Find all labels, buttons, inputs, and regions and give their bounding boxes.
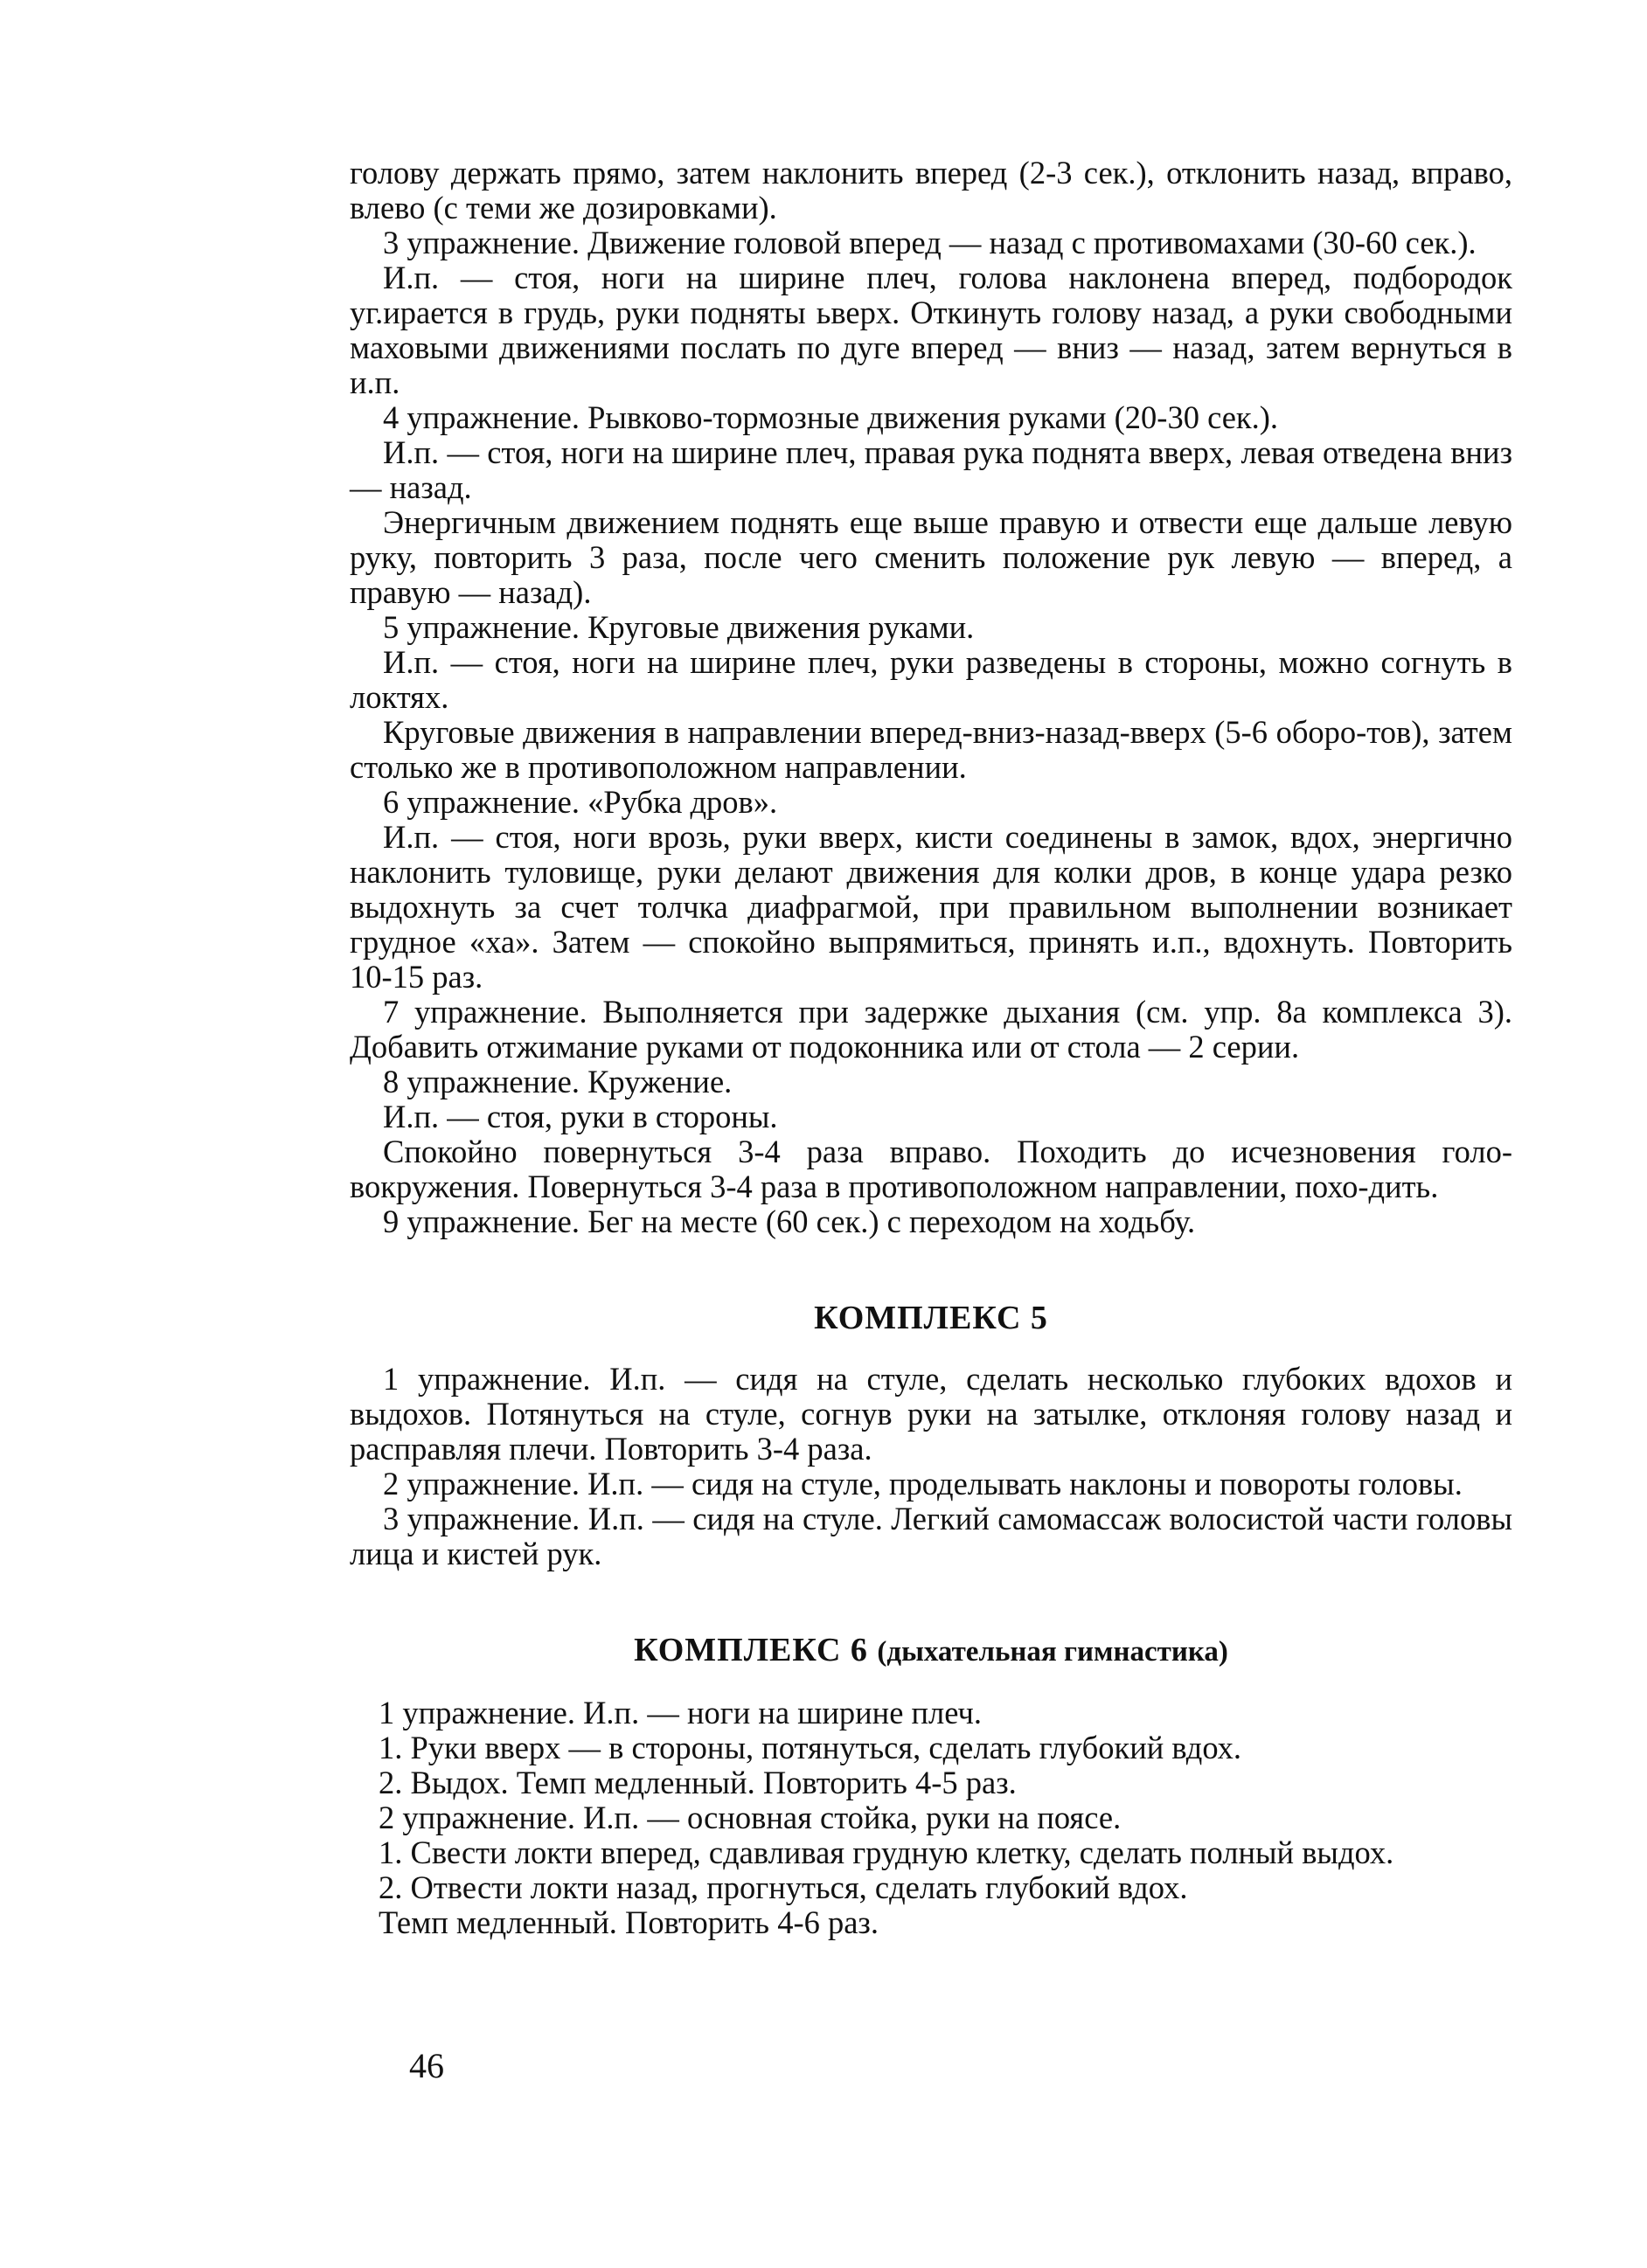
paragraph: И.п. — стоя, ноги на ширине плеч, голова наклонена вперед, подбородок уг.ирается в грудь, руки подняты ьверх. Откинуть голову назад, а руки свободными маховыми движениями послать по дуге вперед — вниз — назад, затем вернуться в и.п. (350, 260, 1512, 400)
complex-5-title: КОМПЛЕКС 5 (814, 1300, 1048, 1336)
paragraph: Круговые движения в направлении вперед-вниз-назад-вверх (5-6 оборо-тов), затем столько же в противоположном направлении. (350, 714, 1512, 785)
complex-5-section (350, 1362, 1512, 1571)
paragraph: И.п. — стоя, ноги на ширине плеч, руки разведены в стороны, можно согнуть в локтях. (350, 644, 1512, 715)
paragraph: 3 упражнение. Движение головой вперед — назад с противомахами (30-60 сек.). (383, 225, 1477, 260)
paragraph: И.п. — стоя, ноги врозь, руки вверх, кисти соединены в замок, вдох, энергично наклонить туловище, руки делают движения для колки дров, в конце удара резко выдохнуть за счет толчка диафрагмой, при правильном выполнении возникает грудное «ха». Затем — спокойно выпрямиться, принять и.п., вдохнуть. Повторить 10-15 раз. (350, 819, 1512, 995)
paragraph: 8 упражнение. Кружение. (383, 1064, 733, 1099)
list-line: 2. Выдох. Темп медленный. Повторить 4-5 раз. (379, 1765, 1017, 1800)
complex-5-heading (350, 1299, 1512, 1337)
list-line: Темп медленный. Повторить 4-6 раз. (379, 1904, 879, 1940)
complex-6-title: КОМПЛЕКС 6 (634, 1632, 868, 1668)
paragraph: 2 упражнение. И.п. — сидя на стуле, проделывать наклоны и повороты головы. (383, 1466, 1463, 1502)
list-line: 2 упражнение. И.п. — основная стойка, руки на поясе. (379, 1800, 1122, 1835)
page-number: 46 (409, 2046, 444, 2085)
paragraph: голову держать прямо, затем наклонить вперед (2-3 сек.), отклонить назад, вправо, влево (с теми же дозировками). (350, 155, 1512, 225)
complex-6-heading (350, 1631, 1512, 1671)
document-page (350, 156, 1512, 1940)
complex-6-subtitle: (дыхательная гимнастика) (877, 1636, 1228, 1668)
paragraph: И.п. — стоя, руки в стороны. (383, 1099, 778, 1134)
paragraph: 9 упражнение. Бег на месте (60 сек.) с переходом на ходьбу. (383, 1203, 1196, 1239)
paragraph: Спокойно повернуться 3-4 раза вправо. Походить до исчезновения голо-вокружения. Повернуться 3-4 раза в противоположном направлении, похо-дить. (350, 1134, 1512, 1204)
paragraph: 3 упражнение. И.п. — сидя на стуле. Легкий самомассаж волосистой части головы лица и кистей рук. (350, 1501, 1512, 1571)
paragraph: Энергичным движением поднять еще выше правую и отвести еще дальше левую руку, повторить 3 раза, после чего сменить положение рук левую — вперед, а правую — назад). (350, 504, 1512, 610)
list-line: 2. Отвести локти назад, прогнуться, сделать глубокий вдох. (379, 1869, 1188, 1905)
list-line: 1. Свести локти вперед, сдавливая грудную клетку, сделать полный выдох. (379, 1835, 1394, 1870)
list-line: 1 упражнение. И.п. — ноги на ширине плеч. (379, 1695, 983, 1730)
paragraph: 6 упражнение. «Рубка дров». (383, 784, 778, 820)
complex-6-section (350, 1696, 1512, 1940)
list-line: 1. Руки вверх — в стороны, потянуться, сделать глубокий вдох. (379, 1730, 1242, 1765)
paragraph: И.п. — стоя, ноги на ширине плеч, правая рука поднята вверх, левая отведена вниз — назад. (350, 434, 1512, 505)
paragraph: 1 упражнение. И.п. — сидя на стуле, сделать несколько глубоких вдохов и выдохов. Потянуться на стуле, согнув руки на затылке, отклоняя голову назад и расправляя плечи. Повторить 3-4 раза. (350, 1361, 1512, 1467)
paragraph: 5 упражнение. Круговые движения руками. (383, 609, 975, 645)
exercise-text-section (350, 156, 1512, 1239)
paragraph: 4 упражнение. Рывково-тормозные движения руками (20-30 сек.). (383, 399, 1279, 435)
paragraph: 7 упражнение. Выполняется при задержке дыхания (см. упр. 8а комплекса 3). Добавить отжимание руками от подоконника или от стола — 2 серии. (350, 994, 1512, 1065)
